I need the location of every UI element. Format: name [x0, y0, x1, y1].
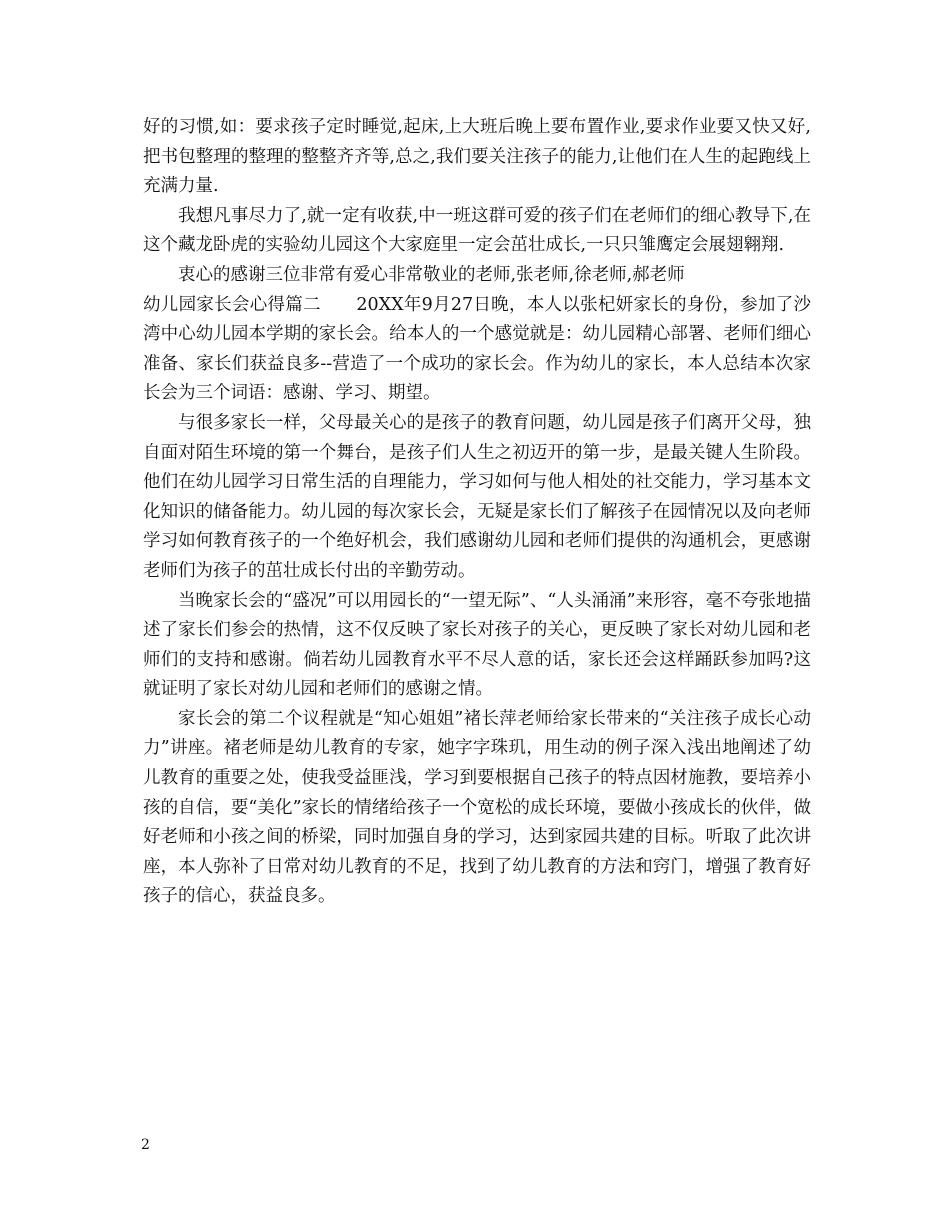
page-number: 2	[141, 1137, 150, 1153]
paragraph-habits: 好的习惯,如：要求孩子定时睡觉,起床,上大班后晚上要布置作业,要求作业要又快又好,把书包整理的整理的整整齐齐等,总之,我们要关注孩子的能力,让他们在人生的起跑线上充满力量.	[143, 117, 811, 197]
paragraph-thanks-teachers: 衷心的感谢三位非常有爱心非常敬业的老师,张老师,徐老师,郝老师	[178, 264, 685, 285]
paragraph-meeting-scene: 当晚家长会的“盛况”可以用园长的“一望无际”、“人头涌涌”来形容，毫不夸张地描述了家长们参会的热情，这不仅反映了家长对孩子的关心，更反映了家长对幼儿园和老师们的支持和感谢。倘若幼儿园教育水平不尽人意的话，家长还会这样踊跃参加吗?这就证明了家长对幼儿园和老师们的感谢之情。	[143, 590, 811, 700]
paragraph-lecture: 家长会的第二个议程就是“知心姐姐”褚长萍老师给家长带来的“关注孩子成长心动力”讲座。褚老师是幼儿教育的专家，她字字珠玑，用生动的例子深入浅出地阐述了幼儿教育的重要之处，使我受益匪浅，学习到要根据自己孩子的特点因材施教，要培养小孩的自信，要“美化”家长的情绪给孩子一个宽松的成长环境，要做小孩成长的伙伴，做好老师和小孩之间的桥梁，同时加强自身的学习，达到家园共建的目标。听取了此次讲座，本人弥补了日常对幼儿教育的不足，找到了幼儿教育的方法和窍门，增强了教育好孩子的信心，获益良多。	[143, 708, 811, 907]
body-text	[143, 113, 811, 912]
paragraph-article-two-intro: 幼儿园家长会心得篇二 20XX年9月27日晚，本人以张杞妍家长的身份，参加了沙湾中心幼儿园本学期的家长会。给本人的一个感觉就是：幼儿园精心部署、老师们细心准备、家长们获益良多--营造了一个成功的家长会。作为幼儿的家长，本人总结本次家长会为三个词语：感谢、学习、期望。	[143, 294, 811, 404]
paragraph-effort: 我想凡事尽力了,就一定有收获,中一班这群可爱的孩子们在老师们的细心教导下,在这个藏龙卧虎的实验幼儿园这个大家庭里一定会茁壮成长,一只只雏鹰定会展翅翱翔.	[143, 205, 811, 256]
paragraph-parents-concern: 与很多家长一样，父母最关心的是孩子的教育问题，幼儿园是孩子们离开父母，独自面对陌生环境的第一个舞台，是孩子们人生之初迈开的第一步，是最关键人生阶段。他们在幼儿园学习日常生活的自理能力，学习如何与他人相处的社交能力，学习基本文化知识的储备能力。幼儿园的每次家长会，无疑是家长们了解孩子在园情况以及向老师学习如何教育孩子的一个绝好机会，我们感谢幼儿园和老师们提供的沟通机会，更感谢老师们为孩子的茁壮成长付出的辛勤劳动。	[143, 412, 811, 581]
